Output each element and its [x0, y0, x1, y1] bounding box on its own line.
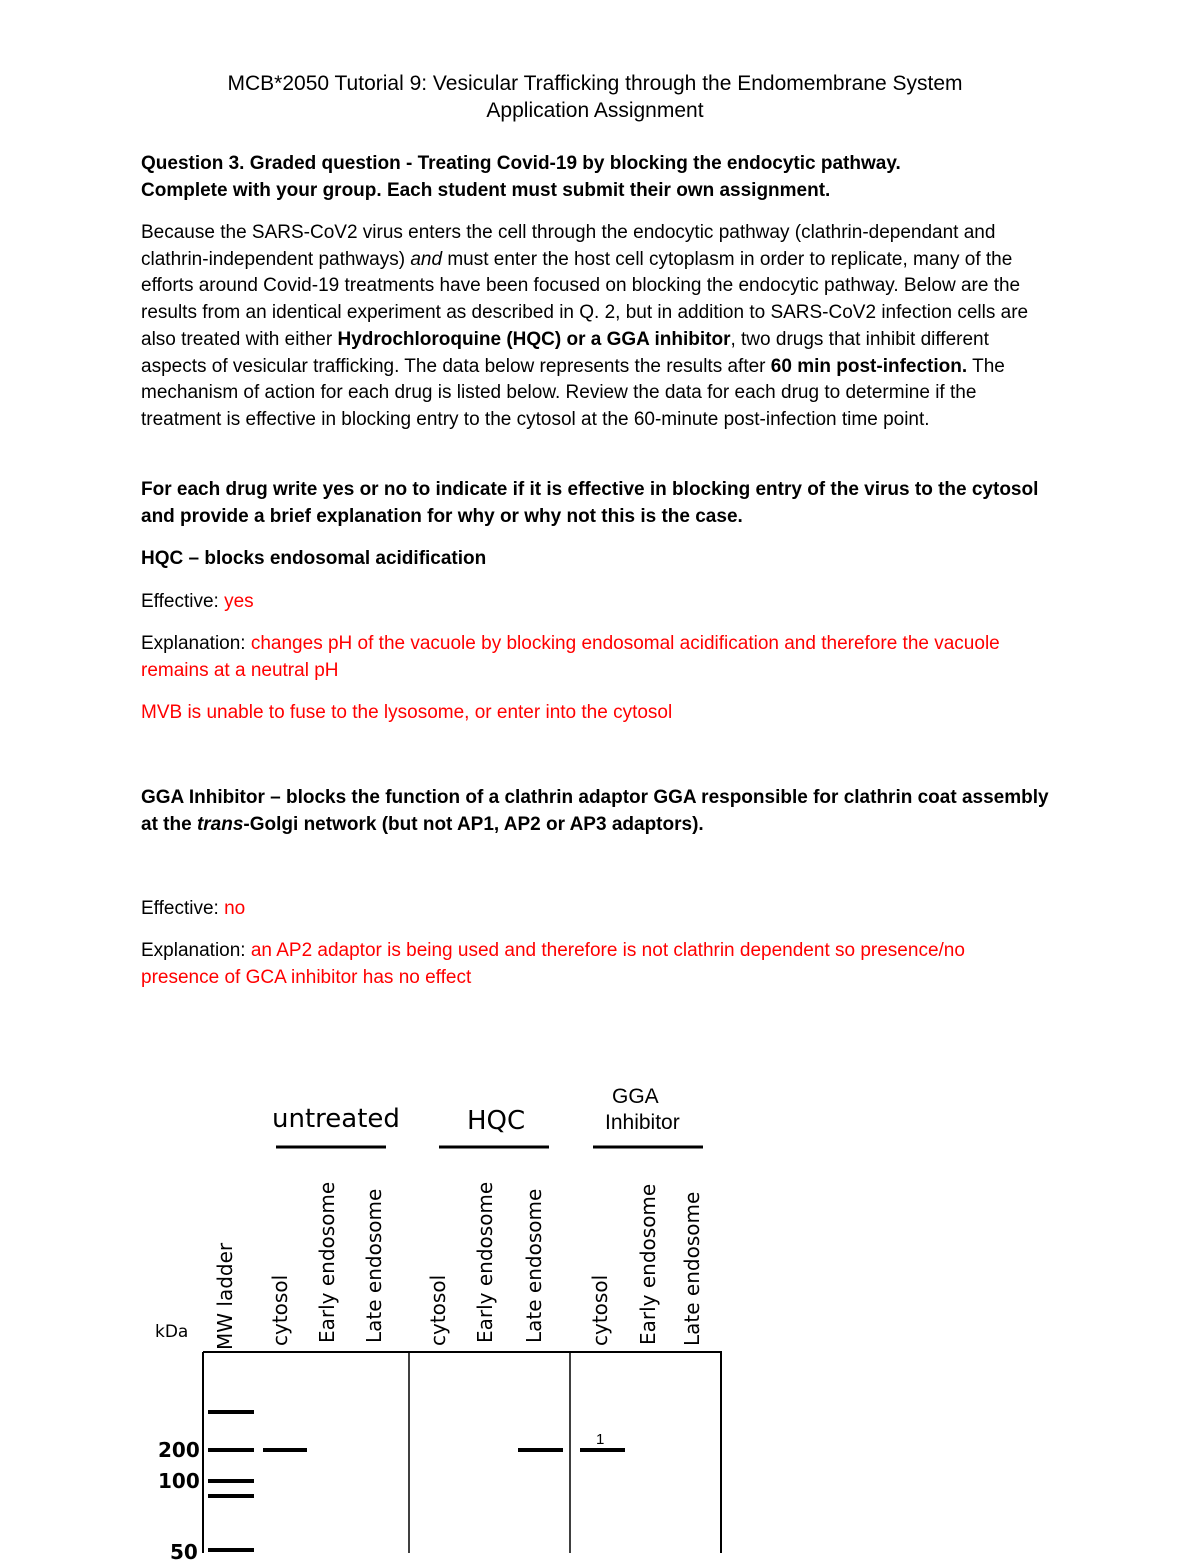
hqc-explanation-answer: changes pH of the vacuole by blocking endosomal acidification and therefore the vacuole remains at a neutral pH: [141, 633, 1000, 681]
question-heading-line1: Question 3. Graded question - Treating Covid-19 by blocking the endocytic pathway.: [141, 153, 901, 174]
intro-text-1: Because the SARS-CoV2 virus enters the cell through the endocytic pathway (clathrin-dependant and clathrin-independent pathways): [141, 222, 996, 270]
gga-effective-answer: no: [224, 898, 246, 919]
lane-label-hqc-cytosol: cytosol: [426, 1274, 450, 1346]
intro-text-2: must enter the host cell cytoplasm in order to replicate, many of the efforts around Covid-19 treatments have been focused on blocking the endocytic pathway. Below are the results from an identical experiment as described in Q. 2, but in addition to SARS-CoV2 infection cells are also treated with either: [141, 248, 1029, 350]
question-heading-line2: Complete with your group. Each student must submit their own assignment.: [141, 179, 831, 201]
group-label-hqc: HQC: [467, 1106, 526, 1136]
hqc-effective-answer: yes: [224, 591, 254, 612]
lane-label-untreated-late: Late endosome: [362, 1188, 386, 1343]
gga-heading-text-1: GGA Inhibitor – blocks the function of a clathrin adaptor GGA responsible for clathrin coat assembly at the: [141, 787, 1049, 835]
hqc-heading: HQC – blocks endosomal acidification: [141, 548, 487, 569]
hqc-effective-label: Effective:: [141, 591, 225, 612]
lane-label-hqc-early: Early endosome: [473, 1181, 497, 1343]
lane-label-untreated-early: Early endosome: [315, 1181, 339, 1343]
lane-label-hqc-late: Late endosome: [522, 1188, 546, 1343]
intro-italic-and: and: [410, 248, 443, 270]
lane-label-gga-early: Early endosome: [636, 1183, 660, 1345]
hqc-extra-answer: MVB is unable to fuse to the lysosome, or enter into the cytosol: [141, 702, 673, 723]
doc-title-line1: MCB*2050 Tutorial 9: Vesicular Trafficking through the Endomembrane System: [227, 72, 963, 95]
mw-label-50: 50: [170, 1540, 198, 1564]
gga-explanation-label: Explanation:: [141, 940, 251, 961]
band-annotation-1: 1: [596, 1431, 605, 1448]
intro-text-3: , two drugs that inhibit different aspects of vesicular trafficking. The data below represents the results after: [141, 328, 989, 377]
gga-effective-label: Effective:: [141, 898, 225, 919]
gga-heading-italic: trans: [196, 813, 244, 835]
intro-timepoint: 60 min post-infection.: [770, 355, 968, 377]
group-label-untreated: untreated: [272, 1104, 400, 1134]
doc-title-line2: Application Assignment: [486, 99, 704, 122]
gga-heading-text-2: -Golgi network (but not AP1, AP2 or AP3 adaptors).: [243, 813, 704, 835]
kda-unit-label: kDa: [155, 1322, 189, 1342]
intro-drug-names: Hydrochloroquine (HQC) or a GGA inhibitor: [337, 328, 731, 350]
hqc-explanation-label: Explanation:: [141, 633, 251, 654]
gga-explanation-answer: an AP2 adaptor is being used and therefore is not clathrin dependent so presence/no presence of GCA inhibitor has no effect: [141, 940, 965, 988]
lane-label-gga-late: Late endosome: [680, 1191, 704, 1346]
intro-text-4: The mechanism of action for each drug is listed below. Review the data for each drug to determine if the treatment is effective in blocking entry to the cytosol at the 60-minute post-infection time point.: [141, 355, 1005, 430]
mw-label-200: 200: [158, 1438, 200, 1462]
mw-label-100: 100: [158, 1469, 200, 1493]
instruction-text: For each drug write yes or no to indicate if it is effective in blocking entry of the virus to the cytosol and provide a brief explanation for why or why not this is the case.: [141, 479, 1039, 527]
lane-label-untreated-cytosol: cytosol: [268, 1274, 292, 1346]
group-label-gga-line1: GGA: [612, 1085, 659, 1108]
lane-label-mw-ladder: MW ladder: [213, 1242, 237, 1350]
lane-label-gga-cytosol: cytosol: [588, 1274, 612, 1346]
group-label-gga-line2: Inhibitor: [605, 1111, 680, 1134]
